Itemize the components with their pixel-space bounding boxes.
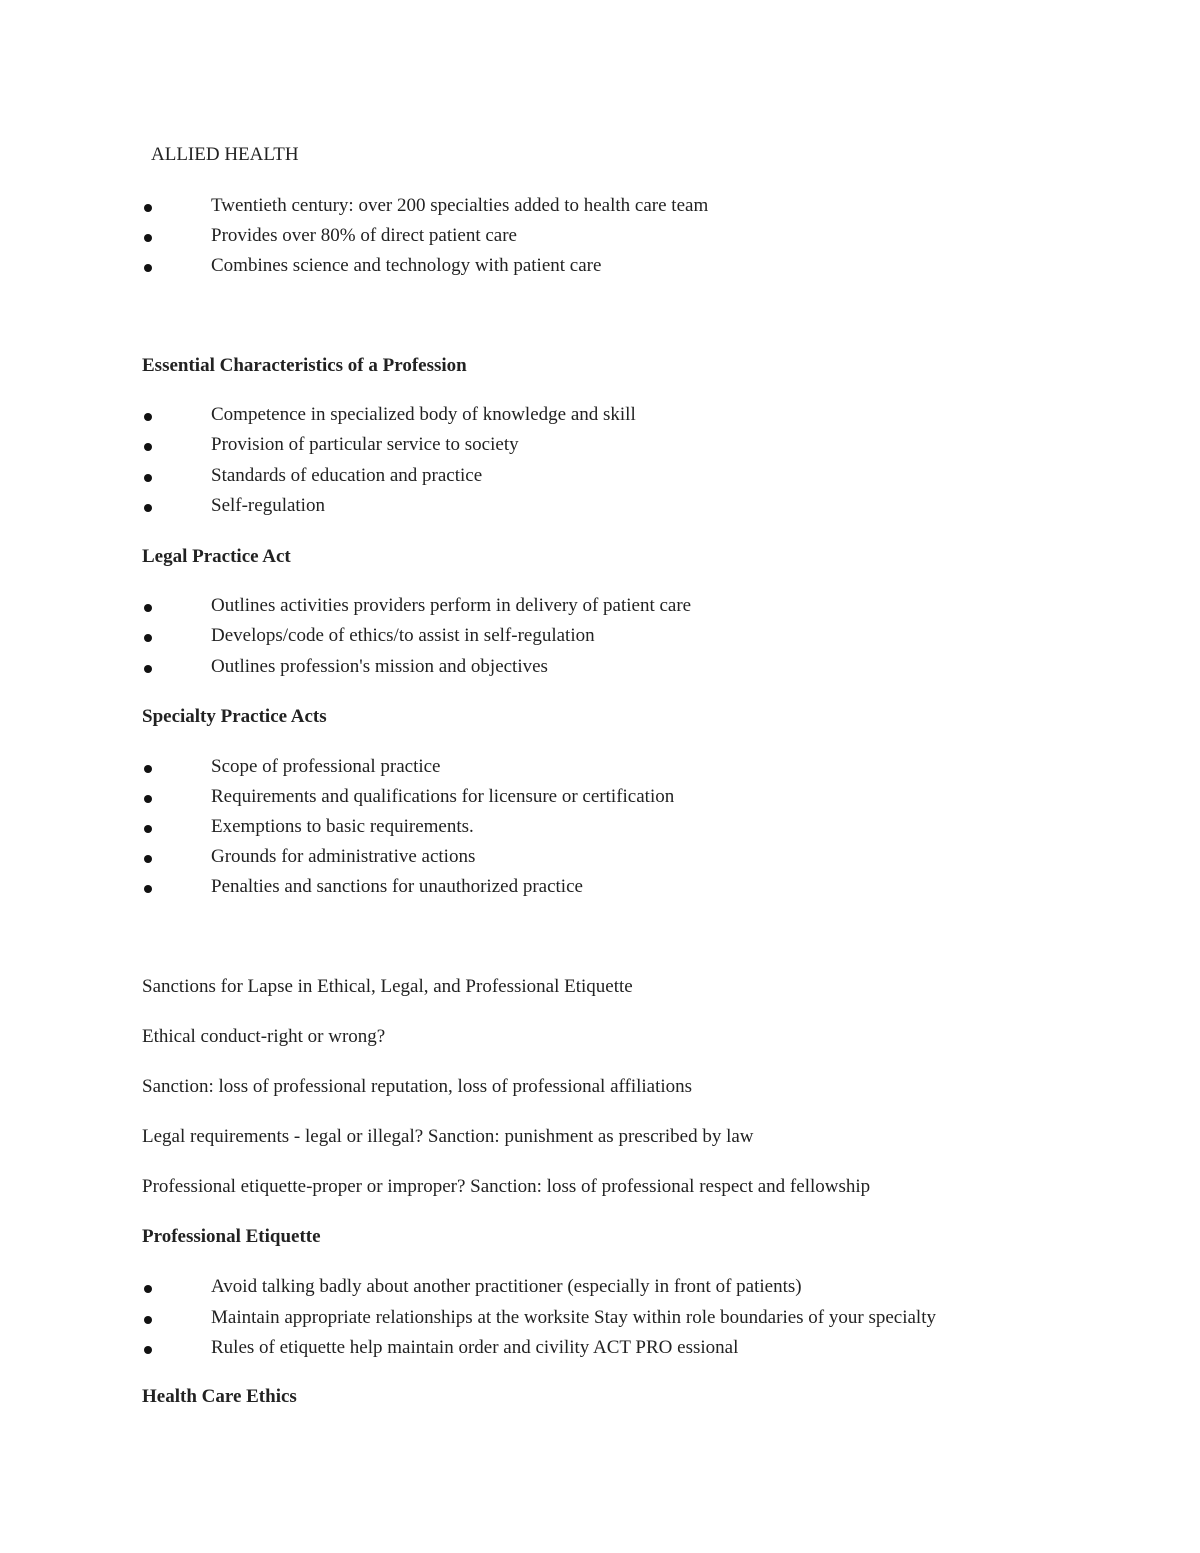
bullet-icon — [144, 855, 152, 863]
bullet-icon — [144, 1285, 152, 1293]
section-heading-etiquette: Professional Etiquette — [142, 1226, 321, 1247]
paragraph: Sanction: loss of professional reputation, loss of professional affiliations — [142, 1076, 693, 1097]
section-heading-characteristics: Essential Characteristics of a Profession — [142, 355, 467, 376]
list-item-text: Self-regulation — [211, 495, 325, 516]
list-item-text: Competence in specialized body of knowledge and skill — [211, 404, 636, 425]
document-title: ALLIED HEALTH — [151, 144, 299, 165]
bullet-icon — [144, 204, 152, 212]
list-item-text: Maintain appropriate relationships at the worksite Stay within role boundaries of your specialty — [211, 1307, 936, 1328]
bullet-icon — [144, 504, 152, 512]
list-item-text: Rules of etiquette help maintain order and civility ACT PRO essional — [211, 1337, 739, 1358]
list-item-text: Exemptions to basic requirements. — [211, 816, 474, 837]
list-item-text: Avoid talking badly about another practitioner (especially in front of patients) — [211, 1276, 802, 1297]
bullet-icon — [144, 474, 152, 482]
list-item-text: Outlines profession's mission and objectives — [211, 656, 548, 677]
bullet-icon — [144, 413, 152, 421]
list-item-text: Provision of particular service to society — [211, 434, 519, 455]
list-item-text: Outlines activities providers perform in delivery of patient care — [211, 595, 692, 616]
bullet-icon — [144, 264, 152, 272]
bullet-icon — [144, 665, 152, 673]
bullet-icon — [144, 443, 152, 451]
paragraph: Legal requirements - legal or illegal? Sanction: punishment as prescribed by law — [142, 1126, 754, 1147]
list-item-text: Provides over 80% of direct patient care — [211, 225, 517, 246]
list-item-text: Scope of professional practice — [211, 756, 441, 777]
list-item-text: Develops/code of ethics/to assist in self-regulation — [211, 625, 595, 646]
bullet-icon — [144, 234, 152, 242]
list-item-text: Combines science and technology with patient care — [211, 255, 602, 276]
bullet-icon — [144, 885, 152, 893]
list-item-text: Twentieth century: over 200 specialties added to health care team — [211, 195, 709, 216]
section-heading-legal-act: Legal Practice Act — [142, 546, 291, 567]
list-item-text: Requirements and qualifications for licensure or certification — [211, 786, 675, 807]
paragraph: Sanctions for Lapse in Ethical, Legal, and Professional Etiquette — [142, 976, 633, 997]
section-heading-specialty-acts: Specialty Practice Acts — [142, 706, 327, 727]
bullet-icon — [144, 1316, 152, 1324]
bullet-icon — [144, 604, 152, 612]
bullet-icon — [144, 795, 152, 803]
list-item-text: Penalties and sanctions for unauthorized practice — [211, 876, 583, 897]
paragraph: Professional etiquette-proper or improper? Sanction: loss of professional respect and fellowship — [142, 1176, 871, 1197]
bullet-icon — [144, 1346, 152, 1354]
list-item-text: Standards of education and practice — [211, 465, 483, 486]
section-heading-ethics: Health Care Ethics — [142, 1386, 297, 1407]
paragraph: Ethical conduct-right or wrong? — [142, 1026, 386, 1047]
list-item-text: Grounds for administrative actions — [211, 846, 476, 867]
bullet-icon — [144, 825, 152, 833]
bullet-icon — [144, 634, 152, 642]
bullet-icon — [144, 765, 152, 773]
